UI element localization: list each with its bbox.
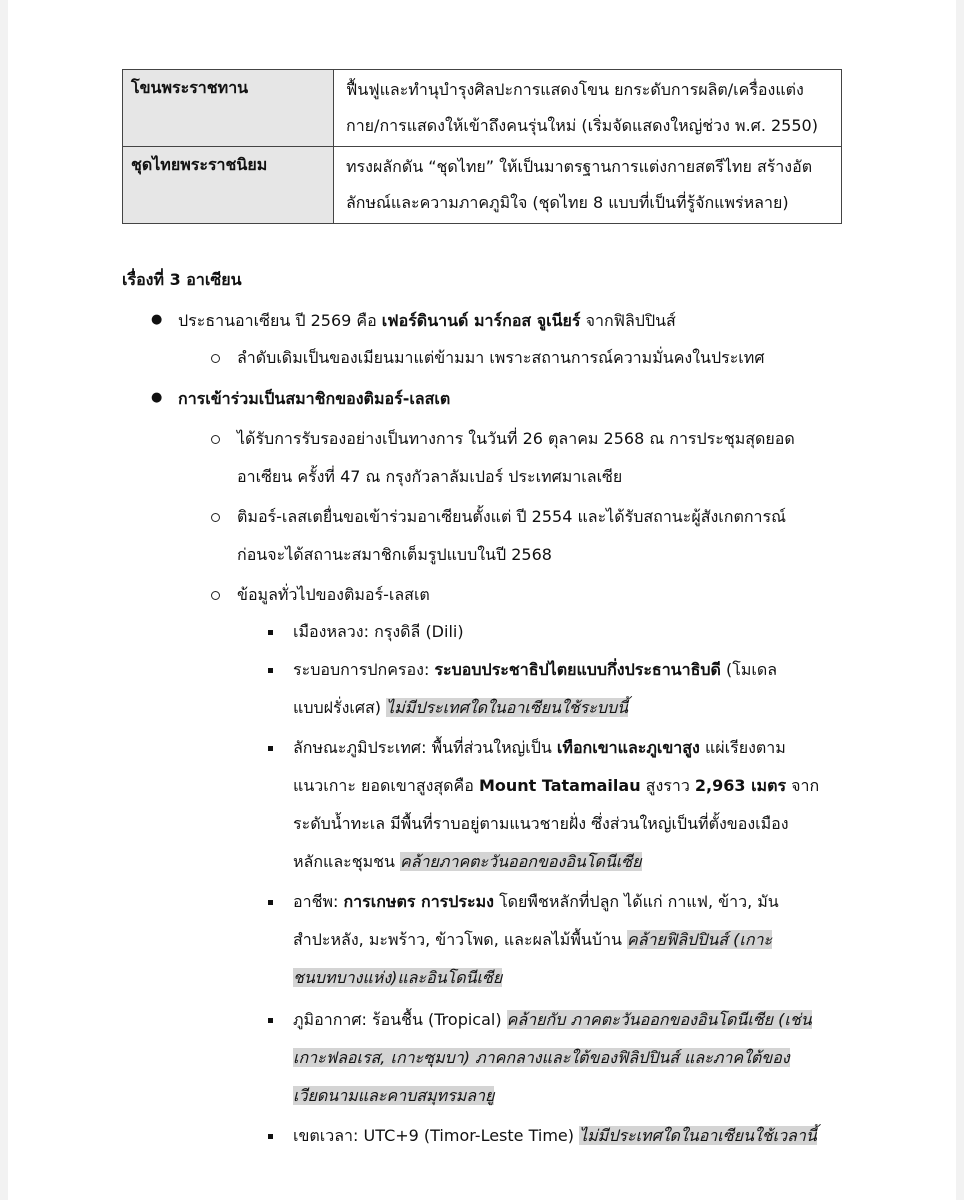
list-item-continued xyxy=(293,1046,790,1070)
table-cell-label: ชุดไทยพระราชนิยม xyxy=(123,147,334,224)
list-item: ภูมิอากาศ: ร้อนชื้น (Tropical) คล้ายกับ ภาคตะวันออกของอินโดนีเซีย (เช่น xyxy=(293,1010,812,1029)
list-item: ติมอร์-เลสเตยื่นขอเข้าร่วมอาเซียนตั้งแต่ ปี 2554 และได้รับสถานะผู้สังเกตการณ์ xyxy=(237,507,786,526)
section-heading: เรื่องที่ 3 อาเซียน xyxy=(122,270,242,289)
list-item-continued: แนวเกาะ ยอดเขาสูงสุดคือ Mount Tatamailau สูงราว 2,963 เมตร จาก xyxy=(293,776,820,795)
table-row xyxy=(123,147,842,224)
bullet-square xyxy=(268,668,273,673)
bullet-circle xyxy=(211,354,220,363)
highlight: คล้ายภาคตะวันออกของอินโดนีเซีย xyxy=(400,852,642,871)
cell-line: ลักษณ์และความภาคภูมิใจ (ชุดไทย 8 แบบที่เป็นที่รู้จักแพร่หลาย) xyxy=(346,193,789,212)
table-cell-description xyxy=(334,147,842,224)
list-item-continued xyxy=(293,966,502,990)
list-item-continued: อาเซียน ครั้งที่ 47 ณ กรุงกัวลาลัมเปอร์ ประเทศมาเลเซีย xyxy=(237,467,623,486)
bullet-square xyxy=(268,1018,273,1023)
list-item-continued: แบบฝรั่งเศส) ไม่มีประเทศใดในอาเซียนใช้ระบบนี้ xyxy=(293,698,629,717)
bullet-circle xyxy=(211,435,220,444)
bullet-circle xyxy=(211,513,220,522)
list-item-continued xyxy=(293,1084,494,1108)
bullet-square xyxy=(268,1134,273,1139)
cell-line: ทรงผลักดัน “ชุดไทย” ให้เป็นมาตรฐานการแต่งกายสตรีไทย สร้างอัต xyxy=(346,157,813,176)
list-item-continued: ก่อนจะได้สถานะสมาชิกเต็มรูปแบบในปี 2568 xyxy=(237,545,552,564)
list-item: เขตเวลา: UTC+9 (Timor-Leste Time) ไม่มีประเทศใดในอาเซียนใช้เวลานี้ xyxy=(293,1126,817,1145)
table-cell-description xyxy=(334,70,842,147)
list-item: ประธานอาเซียน ปี 2569 คือ เฟอร์ดินานด์ มาร์กอส จูเนียร์ จากฟิลิปปินส์ xyxy=(178,311,676,330)
table-cell-label: โขนพระราชทาน xyxy=(123,70,334,147)
bullet-square xyxy=(268,746,273,751)
list-item: อาชีพ: การเกษตร การประมง โดยพืชหลักที่ปลูก ได้แก่ กาแฟ, ข้าว, มัน xyxy=(293,892,779,911)
list-item: ได้รับการรับรองอย่างเป็นทางการ ในวันที่ 26 ตุลาคม 2568 ณ การประชุมสุดยอด xyxy=(237,429,795,448)
bullet-square xyxy=(268,900,273,905)
list-item-continued: สำปะหลัง, มะพร้าว, ข้าวโพด, และผลไม้พื้นบ้าน คล้ายฟิลิปปินส์ (เกาะ xyxy=(293,930,773,949)
highlight: ไม่มีประเทศใดในอาเซียนใช้ระบบนี้ xyxy=(386,698,629,717)
list-item-continued: ระดับน้ำทะเล มีพื้นที่ราบอยู่ตามแนวชายฝั่ง ซึ่งส่วนใหญ่เป็นที่ตั้งของเมือง xyxy=(293,814,789,833)
bullet-dot: ● xyxy=(151,312,163,327)
bullet-circle xyxy=(211,591,220,600)
list-item: ลักษณะภูมิประเทศ: พื้นที่ส่วนใหญ่เป็น เทือกเขาและภูเขาสูง แผ่เรียงตาม xyxy=(293,738,786,757)
highlight: ไม่มีประเทศใดในอาเซียนใช้เวลานี้ xyxy=(579,1126,817,1145)
list-item: ข้อมูลทั่วไปของติมอร์-เลสเต xyxy=(237,585,430,604)
bullet-dot: ● xyxy=(151,390,163,405)
highlight: เกาะฟลอเรส, เกาะซุมบา) ภาคกลางและใต้ของฟิลิปปินส์ และภาคใต้ของ xyxy=(293,1048,790,1067)
cell-line: ฟื้นฟูและทำนุบำรุงศิลปะการแสดงโขน ยกระดับการผลิต/เครื่องแต่ง xyxy=(346,80,804,99)
list-item: เมืองหลวง: กรุงดิลี (Dili) xyxy=(293,622,464,641)
cell-line: กาย/การแสดงให้เข้าถึงคนรุ่นใหม่ (เริ่มจัดแสดงใหญ่ช่วง พ.ศ. 2550) xyxy=(346,116,818,135)
monarchy-projects-table xyxy=(122,69,842,224)
list-item-continued: หลักและชุมชน คล้ายภาคตะวันออกของอินโดนีเซีย xyxy=(293,852,642,871)
highlight: คล้ายฟิลิปปินส์ (เกาะ xyxy=(627,930,773,949)
document-page xyxy=(8,0,956,1200)
list-item: การเข้าร่วมเป็นสมาชิกของติมอร์-เลสเต xyxy=(178,389,451,408)
highlight: เวียดนามและคาบสมุทรมลายู xyxy=(293,1086,495,1105)
list-item: ระบอบการปกครอง: ระบอบประชาธิปไตยแบบกึ่งประธานาธิบดี (โมเดล xyxy=(293,660,778,679)
list-item: ลำดับเดิมเป็นของเมียนมาแต่ข้ามมา เพราะสถานการณ์ความมั่นคงในประเทศ xyxy=(237,348,765,367)
highlight: คล้ายกับ ภาคตะวันออกของอินโดนีเซีย (เช่น xyxy=(506,1010,812,1029)
table-row xyxy=(123,70,842,147)
bullet-square xyxy=(268,630,273,635)
highlight: ชนบทบางแห่ง)และอินโดนีเซีย xyxy=(293,968,503,987)
